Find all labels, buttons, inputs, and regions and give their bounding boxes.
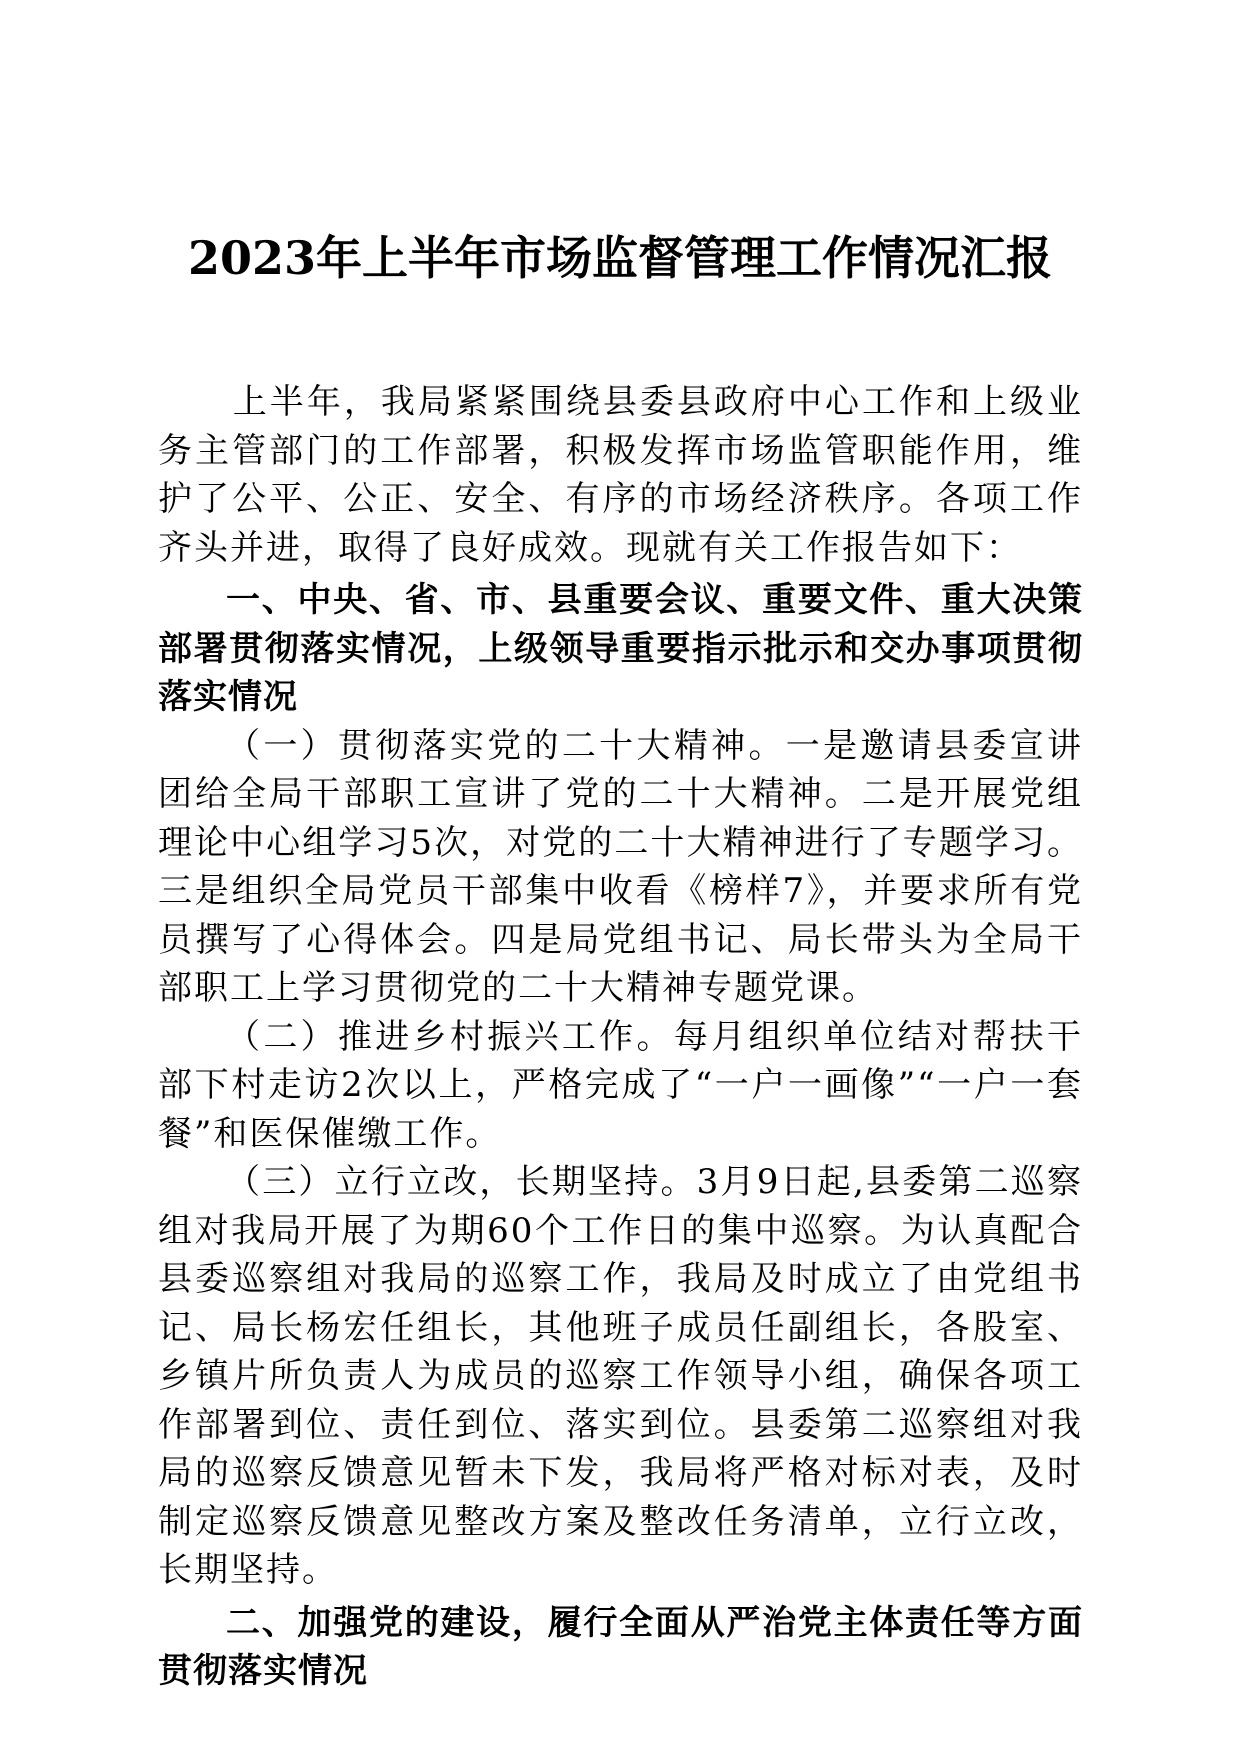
document-body xyxy=(158,378,1083,1696)
subsection-paragraph-3: （三）立行立改，长期坚持。3月9日起,县委第二巡察组对我局开展了为期60个工作日的集中巡察。为认真配合县委巡察组对我局的巡察工作，我局及时成立了由党组书记、局长杨宏任组长，其他班子成员任副组长，各股室、乡镇片所负责人为成员的巡察工作领导小组，确保各项工作部署到位、责任到位、落实到位。县委第二巡察组对我局的巡察反馈意见暂未下发，我局将严格对标对表，及时制定巡察反馈意见整改方案及整改任务清单，立行立改，长期坚持。 xyxy=(158,1162,1083,1590)
subsection-paragraph-1: （一）贯彻落实党的二十大精神。一是邀请县委宣讲团给全局干部职工宣讲了党的二十大精神。二是开展党组理论中心组学习5次，对党的二十大精神进行了专题学习。三是组织全局党员干部集中收看《榜样7》，并要求所有党员撰写了心得体会。四是局党组书记、局长带头为全局干部职工上学习贯彻党的二十大精神专题党课。 xyxy=(158,725,1083,1008)
subsection-paragraph-2: （二）推进乡村振兴工作。每月组织单位结对帮扶干部下村走访2次以上，严格完成了“一户一画像”“一户一套餐”和医保催缴工作。 xyxy=(158,1016,1083,1154)
section-heading-1: 一、中央、省、市、县重要会议、重要文件、重大决策部署贯彻落实情况，上级领导重要指示批示和交办事项贯彻落实情况 xyxy=(158,580,1083,717)
document-title: 2023年上半年市场监督管理工作情况汇报 xyxy=(187,231,1053,285)
section-heading-2: 二、加强党的建设，履行全面从严治党主体责任等方面贯彻落实情况 xyxy=(158,1602,1083,1691)
intro-paragraph: 上半年，我局紧紧围绕县委县政府中心工作和上级业务主管部门的工作部署，积极发挥市场监管职能作用，维护了公平、公正、安全、有序的市场经济秩序。各项工作齐头并进，取得了良好成效。现就有关工作报告如下： xyxy=(158,382,1083,568)
